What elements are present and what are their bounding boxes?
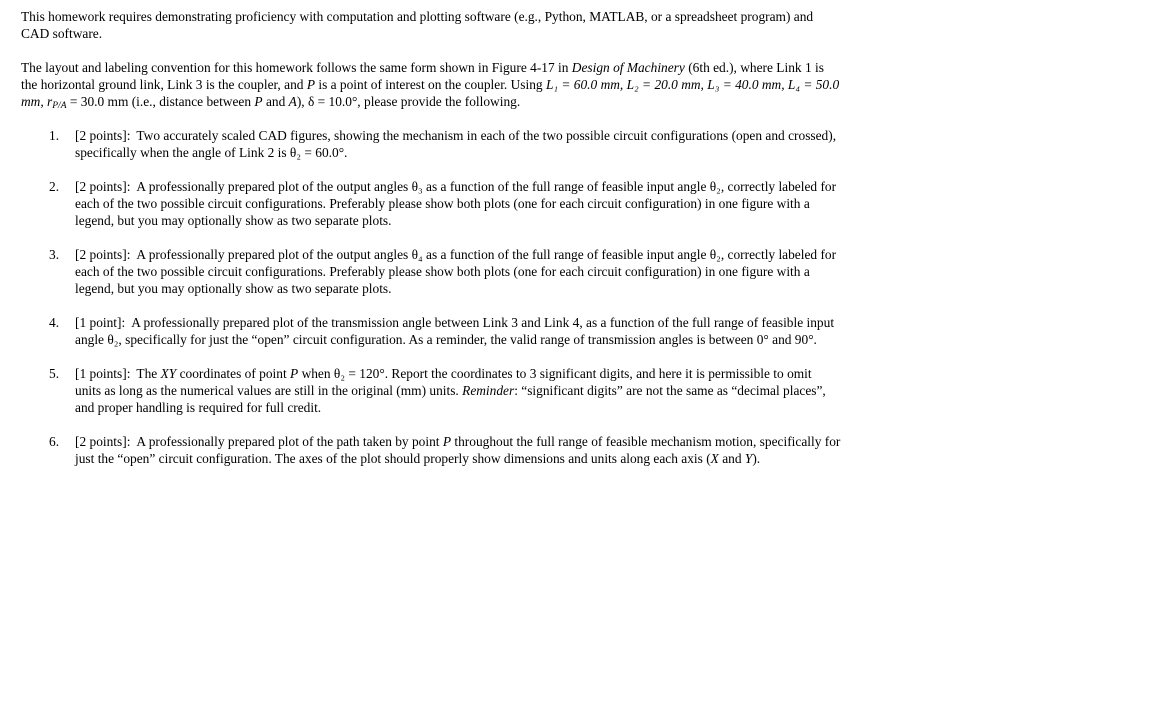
item-text: A professionally prepared plot of the output angles θ₄ as a function of the full range of feasible input angle θ₂, correctly labeled for each of the two possible circuit configurations. Preferably please show both plots (one for each circuit configuration) in one figure with a legend, but you may optionally show as two separate plots.	[75, 247, 837, 296]
intro-text: ), δ = 10.0°, please provide the following.	[296, 94, 521, 109]
item-points: [1 points]:	[75, 366, 131, 381]
item-text: when θ₂ = 120°. Report the coordinates to 3 significant digits, and here it is permissible to omit units as long as the numerical values are still in the original (mm) units.	[75, 366, 812, 398]
requirements-list	[21, 127, 841, 467]
item-text: and	[718, 451, 745, 466]
point-label: P	[290, 366, 299, 381]
item-text: A professionally prepared plot of the output angles θ₃ as a function of the full range of feasible input angle θ₂, correctly labeled for each of the two possible circuit configurations. Preferably please show both plots (one for each circuit configuration) in one figure with a legend, but you may optionally show as two separate plots.	[75, 179, 837, 228]
reminder-label: Reminder	[462, 383, 515, 398]
item-text: throughout the full range of feasible mechanism motion, specifically for just the “open” circuit configuration. The axes of the plot should properly show dimensions and units along each axis (	[75, 434, 841, 466]
item-number: 1.	[49, 128, 60, 143]
intro-paragraph-1: This homework requires demonstrating proficiency with computation and plotting software (e.g., Python, MATLAB, or a spreadsheet program) and CAD software.	[21, 9, 814, 41]
intro-text: = 30.0 mm (i.e., distance between	[66, 94, 255, 109]
item-number: 2.	[49, 179, 60, 194]
list-item	[21, 433, 841, 467]
intro-text: and	[262, 94, 289, 109]
item-text: : “significant digits” are not the same as “decimal places”, and proper handling is required for full credit.	[75, 383, 826, 415]
axis-label: X	[710, 451, 719, 466]
item-points: [2 points]:	[75, 128, 131, 143]
intro-text: is a point of interest on the coupler. Using	[315, 77, 546, 92]
point-label: A	[288, 94, 297, 109]
list-item	[21, 365, 841, 416]
list-item	[21, 178, 841, 229]
item-number: 4.	[49, 315, 60, 330]
item-number: 5.	[49, 366, 60, 381]
item-number: 3.	[49, 247, 60, 262]
list-item	[21, 246, 841, 297]
list-item	[21, 314, 841, 348]
item-number: 6.	[49, 434, 60, 449]
intro-paragraph-2	[21, 59, 841, 110]
list-item	[21, 127, 841, 161]
point-label: P	[442, 434, 452, 449]
item-text: Two accurately scaled CAD figures, showing the mechanism in each of the two possible circuit configurations (open and crossed), specifically when the angle of Link 2 is θ₂ = 60.0°.	[75, 128, 837, 160]
item-text: The	[136, 366, 161, 381]
intro-text: The layout and labeling convention for this homework follows the same form shown in Figure 4-17 in	[21, 60, 572, 75]
book-title: Design of Machinery	[571, 60, 685, 75]
intro-text: (6th ed.), where Link 1 is the horizontal ground link, Link 3 is the coupler, and	[21, 60, 824, 92]
axis-label: Y	[744, 451, 753, 466]
item-text: ).	[752, 451, 761, 466]
item-text: A professionally prepared plot of the transmission angle between Link 3 and Link 4, as a function of the full range of feasible input angle θ₂, specifically for just the “open” circuit configuration. As a reminder, the valid range of transmission angles is between 0° and 90°.	[75, 315, 835, 347]
item-points: [2 points]:	[75, 247, 131, 262]
link-parameters: L₁ = 60.0 mm, L₂ = 20.0 mm, L₃ = 40.0 mm, L₄ = 50.0 mm, r	[21, 77, 840, 109]
coordinate-label: XY	[160, 366, 177, 381]
item-points: [2 points]:	[75, 434, 131, 449]
item-points: [1 point]:	[75, 315, 126, 330]
item-text: A professionally prepared plot of the path taken by point	[136, 434, 443, 449]
point-label: P	[254, 94, 263, 109]
item-text: coordinates of point	[176, 366, 291, 381]
parameter-subscript: P/A	[52, 101, 67, 111]
item-points: [2 points]:	[75, 179, 131, 194]
point-label: P	[306, 77, 315, 92]
homework-document	[21, 8, 841, 467]
